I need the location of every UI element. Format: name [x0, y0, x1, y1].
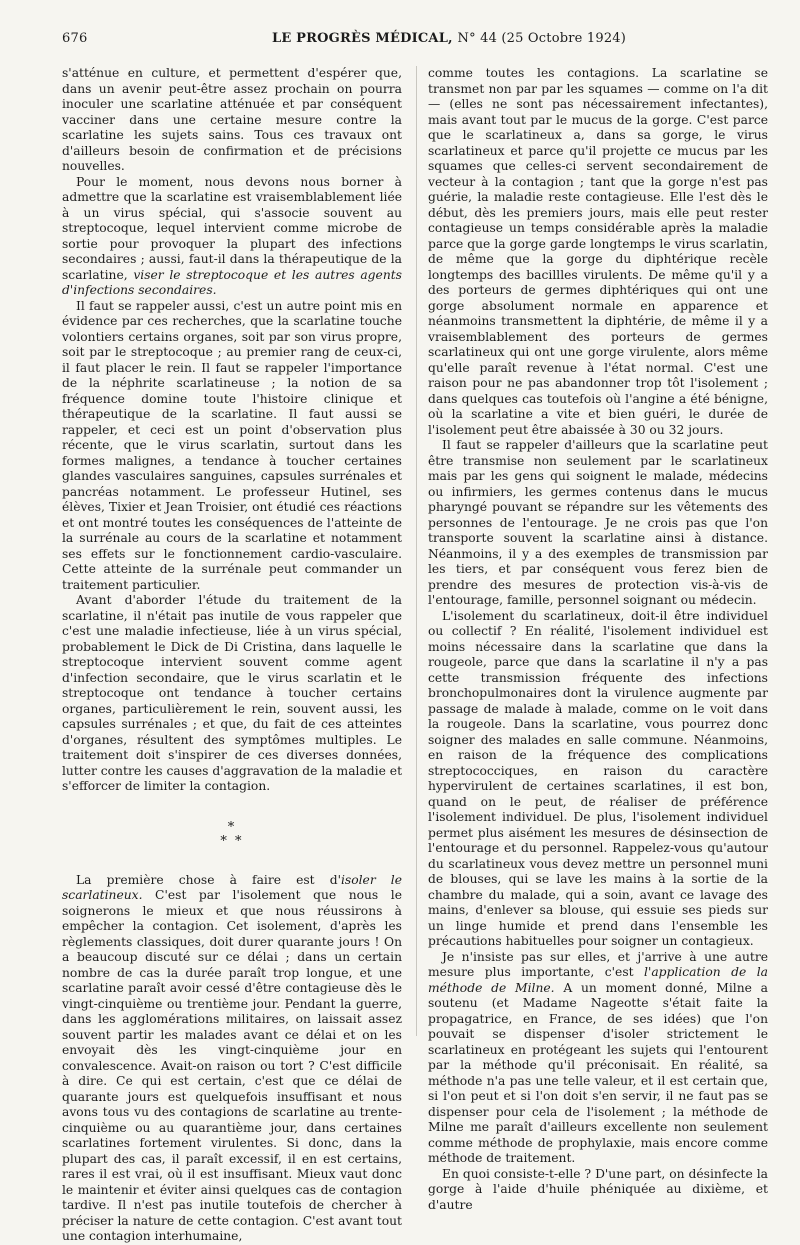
paragraph-5-rest: C'est par l'isolement que nous le soignerons le mieux et que nous réussirons à empêcher la contagion. Cet isolement, d'après les règlements classiques, doit durer quarante jours ! On a beaucoup discuté sur ce délai ; dans un certain nombre de cas la durée paraît trop longue, et une scarlatine paraît avoir cessé d'être contagieuse dès le vingt-cinquième ou trentième jour. Pendant la guerre, dans les agglomérations militaires, on laissait assez souvent partir les malades avant ce délai et on les envoyait dès les vingt-cinquième jour en convalescence. Avait-on raison ou tort ? C'est difficile à dire. Ce qui est certain, c'est que ce délai de quarante jours est quelquefois insuffisant et nous avons tous vu des contagions de scarlatine au trente-cinquième ou au quarantième jour, dans certaines scarlatines fortement virulentes. Si donc, dans la plupart des cas, il paraît excessif, il en est certains, rares il est vrai, où il est insuffisant. Mieux vaut donc le maintenir et éviter ainsi quelques cas de contagion tardive. Il n'est pas inutile toutefois de chercher à préciser la nature de cette contagion. C'est avant tout une contagion interhumaine, [62, 888, 402, 1243]
right-paragraph-5: En quoi consiste-t-elle ? D'une part, on désinfecte la gorge à l'aide d'huile phéniquée au dixième, et d'autre [428, 1166, 768, 1212]
paragraph-5-text: La première chose à faire est d' [76, 872, 341, 887]
right-paragraph-1: comme toutes les contagions. La scarlatine se transmet non par par les squames — comme on l'a dit — (elles ne sont pas nécessairement infectantes), mais avant tout par le mucus de la gorge. C'est parce que le scarlatineux a, dans sa gorge, le virus scarlatineux et parce qu'il projette ce mucus par les squames que celles-ci servent secondairement de vecteur à la contagion ; tant que la gorge n'est pas guérie, la maladie reste contagieuse. Elle l'est dès le début, dès les premiers jours, mais elle peut rester contagieuse un temps considérable après la maladie parce que la gorge garde longtemps le virus scarlatin, de même que la gorge du diphtérique recèle longtemps des bacillles virulents. De même qu'il y a des porteurs de germes diphtériques qui ont une gorge absolument normale en apparence et néanmoins transmettent la diphtérie, de même il y a vraisemblablement des porteurs de germes scarlatineux qui ont une gorge virulente, alors même qu'elle paraît revenue à l'état normal. C'est une raison pour ne pas abandonner trop tôt l'isolement ; dans quelques cas toutefois où l'angine a été bénigne, où la scarlatine a vite et bien guéri, le durée de l'isolement peut être abaissée à 30 ou 32 jours. [428, 66, 768, 437]
paragraph-3: Il faut se rappeler aussi, c'est un autre point mis en évidence par ces recherches, que la scarlatine touche volontiers certains organes, soit par son virus propre, soit par le streptocoque ; au premier rang de ceux-ci, il faut placer le rein. Il faut se rappeler l'importance de la néphrite scarlatineuse ; la notion de sa fréquence domine toute l'histoire clinique et thérapeutique de la scarlatine. Il faut aussi se rappeler, et ceci est un point d'observation plus récente, que le virus scarlatin, surtout dans les formes malignes, a tendance à toucher certaines glandes vasculaires sanguines, capsules surrénales et pancréas notamment. Le professeur Hutinel, ses élèves, Tixier et Jean Troisier, ont étudié ces réactions et ont montré toutes les conséquences de l'atteinte de la surrénale au cours de la scarlatine et notamment ses effets sur le fonctionnement cardio-vasculaire. Cette atteinte de la surrénale peut commander un traitement particulier. [62, 298, 402, 592]
section-asterism [62, 821, 402, 849]
journal-name: LE PROGRÈS MÉDICAL, [272, 31, 453, 46]
paragraph-5 [62, 873, 402, 1245]
right-column [428, 66, 768, 1213]
issue-info: N° 44 (25 Octobre 1924) [457, 31, 627, 46]
paragraph-4: Avant d'aborder l'étude du traitement de la scarlatine, il n'était pas inutile de vous rappeler que c'est une maladie infectieuse, liée à un virus spécial, probablement le Dick de Di Cristina, dans laquelle le streptocoque intervient souvent comme agent d'infection secondaire, que le virus scarlatin et le streptocoque ont tendance à toucher certains organes, particulièrement le rein, souvent aussi, les capsules surrénales ; et que, du fait de ces atteintes d'organes, résultent des symptômes multiples. Le traitement doit s'inspirer de ces diverses données, lutter contre les causes d'aggravation de la maladie et s'efforcer de limiter la contagion. [62, 593, 403, 793]
paragraph-2-emphasis: viser le streptocoque et les autres agents d'infections secondaires. [62, 267, 402, 297]
right-paragraph-2: Il faut se rappeler d'ailleurs que la scarlatine peut être transmise non seulement par le scarlatineux mais par les gens qui soignent le malade, médecins ou infirmiers, les germes contenus dans le mucus pharyngé pouvant se répandre sur les vêtements des personnes de l'entourage. Je ne crois pas que l'on transporte souvent la scarlatine ainsi à distance. Néanmoins, il y a des exemples de transmission par les tiers, et par conséquent vous ferez bien de prendre des mesures de protection vis-à-vis de l'entourage, famille, personnel soignant ou médecin. [428, 438, 768, 607]
asterism-top: * [227, 819, 237, 835]
paragraph-5-emphasis: isoler le scarlatineux. [62, 872, 403, 902]
right-paragraph-3: L'isolement du scarlatineux, doit-il être individuel ou collectif ? En réalité, l'isolement individuel est moins nécessaire dans la scarlatine que dans la rougeole, parce que dans la scarlatine il n'y a pas cette transmission fréquente des infections bronchopulmonaires dont la virulence augmente par passage de malade à malade, comme on le voit dans la rougeole. Dans la scarlatine, vous pourrez donc soigner des malades en salle commune. Néanmoins, en raison de la fréquence des complications streptococciques, en raison du caractère hypervirulent de certaines scarlatines, il est bon, quand on le peut, de réaliser de préférence l'isolement individuel. De plus, l'isolement individuel permet plus aisément les mesures de désinsection de l'entourage et du personnel. Rappelez-vous qu'autour du scarlatineux vous devez mettre un personnel muni de blouses, qui se lave les mains à la sortie de la chambre du malade, qui a soin, avant ce lavage des mains, d'enlever sa blouse, qui essuie ses pieds sur un linge humide et prend dans l'ensemble les précautions habituelles pour soigner un contagieux. [428, 608, 768, 948]
paragraph-1: s'atténue en culture, et permettent d'espérer que, dans un avenir peut-être assez prochain on pourra inoculer une scarlatine atténuée et par conséquent vacciner dans une certaine mesure contre la scarlatine les sujets sains. Tous ces travaux ont d'ailleurs besoin de confirmation et de précisions nouvelles. [62, 66, 402, 173]
left-column [62, 66, 402, 1245]
right-paragraph-4 [428, 950, 768, 1167]
right-paragraph-4-text: Je n'insiste pas sur elles, et j'arrive à une autre mesure plus importante, c'est [428, 949, 768, 979]
page-number: 676 [62, 31, 88, 46]
right-paragraph-4-emphasis: l'application de la méthode de Milne. [428, 965, 768, 995]
right-paragraph-4-rest: A un moment donné, Milne a soutenu (et Madame Nageotte s'était faite la propagatrice, en France, de ses idées) que l'on pouvait se dispenser d'isoler strictement le scarlatineux en protégeant les sujets qui l'entourent par la méthode qu'il préconisait. En réalité, sa méthode n'a pas une telle valeur, et il est certain que, si l'on peut et si l'on doit s'en servir, il ne faut pas se dispenser pour cela de l'isolement ; la méthode de Milne me paraît d'ailleurs excellente non seulement comme méthode de prophylaxie, mais encore comme méthode de traitement. [428, 980, 768, 1165]
asterism-bottom: * * [220, 833, 244, 849]
paragraph-2 [62, 175, 402, 299]
paragraph-2-text: Pour le moment, nous devons nous borner à admettre que la scarlatine est vraisemblablement liée à un virus spécial, qui s'associe souvent au streptocoque, lequel intervient comme microbe de sortie pour provoquer la plupart des infections secondaires ; aussi, faut-il dans la thérapeutique de la scarlatine, [62, 174, 402, 282]
column-divider [416, 66, 417, 1036]
journal-title [272, 31, 626, 46]
